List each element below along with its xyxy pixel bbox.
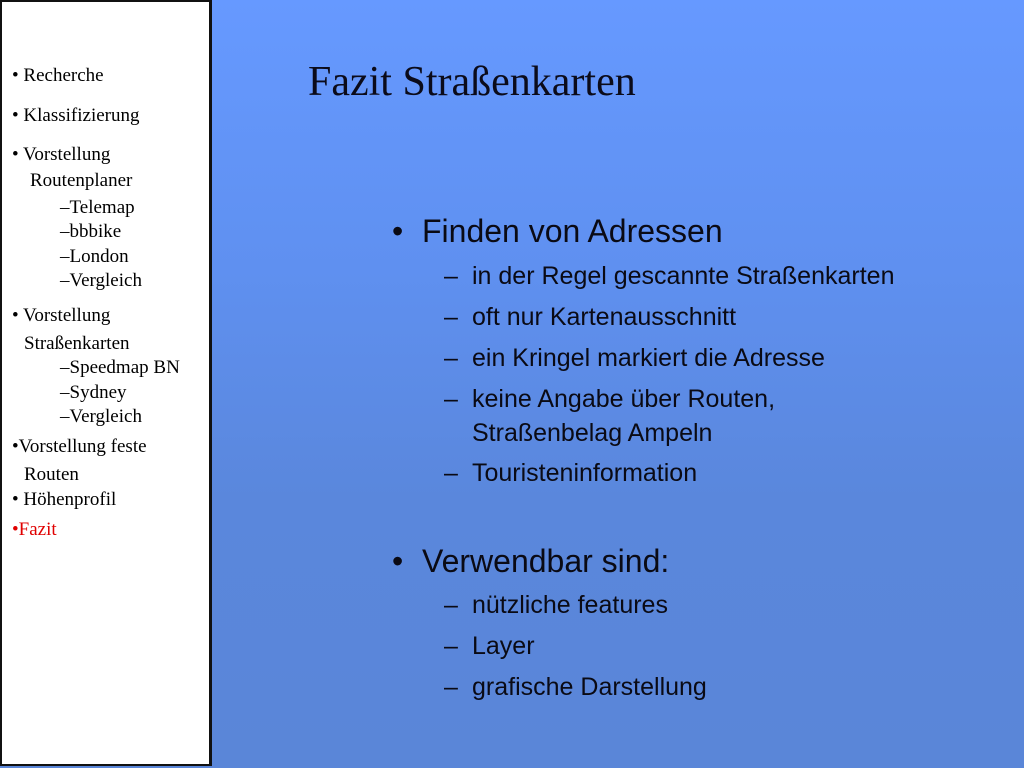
sidebar-outline	[0, 0, 212, 766]
sidebar-subitem-london[interactable]: –London	[60, 246, 129, 267]
dash-marker: –	[444, 459, 458, 487]
list-item	[444, 670, 707, 704]
sidebar-item-vorstellung-strassenkarten[interactable]: • Vorstellung	[12, 305, 111, 326]
slide-title: Fazit Straßenkarten	[308, 59, 636, 105]
section1-heading: Finden von Adressen	[422, 213, 723, 249]
list-item	[444, 588, 668, 622]
list-item	[444, 300, 736, 334]
list-item-text: Layer	[472, 632, 535, 660]
dash-marker: –	[444, 344, 458, 372]
list-item	[444, 629, 535, 663]
sidebar-item-klassifizierung[interactable]: • Klassifizierung	[12, 105, 140, 126]
sidebar-item-vorstellung-feste-routen[interactable]: •Vorstellung feste	[12, 436, 147, 457]
sidebar-item-hoehenprofil[interactable]: • Höhenprofil	[12, 489, 117, 510]
list-item-text: keine Angabe über Routen,	[472, 385, 776, 413]
dash-marker: –	[444, 673, 458, 701]
bullet-marker: •	[392, 543, 404, 579]
list-item-text: grafische Darstellung	[472, 673, 707, 701]
sidebar-item-recherche[interactable]: • Recherche	[12, 65, 104, 86]
section2-heading: Verwendbar sind:	[422, 543, 670, 579]
section-heading-finden	[392, 213, 723, 250]
list-item	[444, 456, 697, 490]
dash-marker: –	[444, 632, 458, 660]
list-item-text: nützliche features	[472, 591, 668, 619]
sidebar-subitem-vergleich-2[interactable]: –Vergleich	[60, 406, 142, 427]
sidebar-item-vorstellung-routenplaner[interactable]: • Vorstellung	[12, 144, 111, 165]
sidebar-item-fazit[interactable]: •Fazit	[12, 519, 57, 540]
dash-marker: –	[444, 385, 458, 413]
list-item-text: Touristeninformation	[472, 459, 698, 487]
list-item	[444, 382, 775, 450]
dash-marker: –	[444, 262, 458, 290]
sidebar-item-routen[interactable]: Routen	[24, 464, 79, 485]
list-item-text: in der Regel gescannte Straßenkarten	[472, 262, 895, 290]
sidebar-subitem-telemap[interactable]: –Telemap	[60, 197, 135, 218]
sidebar-item-routenplaner[interactable]: Routenplaner	[30, 170, 133, 191]
list-item	[444, 259, 894, 293]
dash-marker: –	[444, 591, 458, 619]
bullet-marker: •	[392, 213, 404, 249]
dash-marker: –	[444, 303, 458, 331]
sidebar-subitem-sydney[interactable]: –Sydney	[60, 382, 127, 403]
sidebar-item-strassenkarten[interactable]: Straßenkarten	[24, 333, 130, 354]
list-item	[444, 341, 825, 375]
sidebar-subitem-vergleich-1[interactable]: –Vergleich	[60, 270, 142, 291]
list-item-text: ein Kringel markiert die Adresse	[472, 344, 825, 372]
sidebar-subitem-speedmap-bn[interactable]: –Speedmap BN	[60, 357, 180, 378]
sidebar-subitem-bbbike[interactable]: –bbbike	[60, 221, 122, 242]
list-item-text: oft nur Kartenausschnitt	[472, 303, 737, 331]
list-item-continuation: Straßenbelag Ampeln	[472, 419, 713, 447]
section-heading-verwendbar	[392, 543, 669, 580]
